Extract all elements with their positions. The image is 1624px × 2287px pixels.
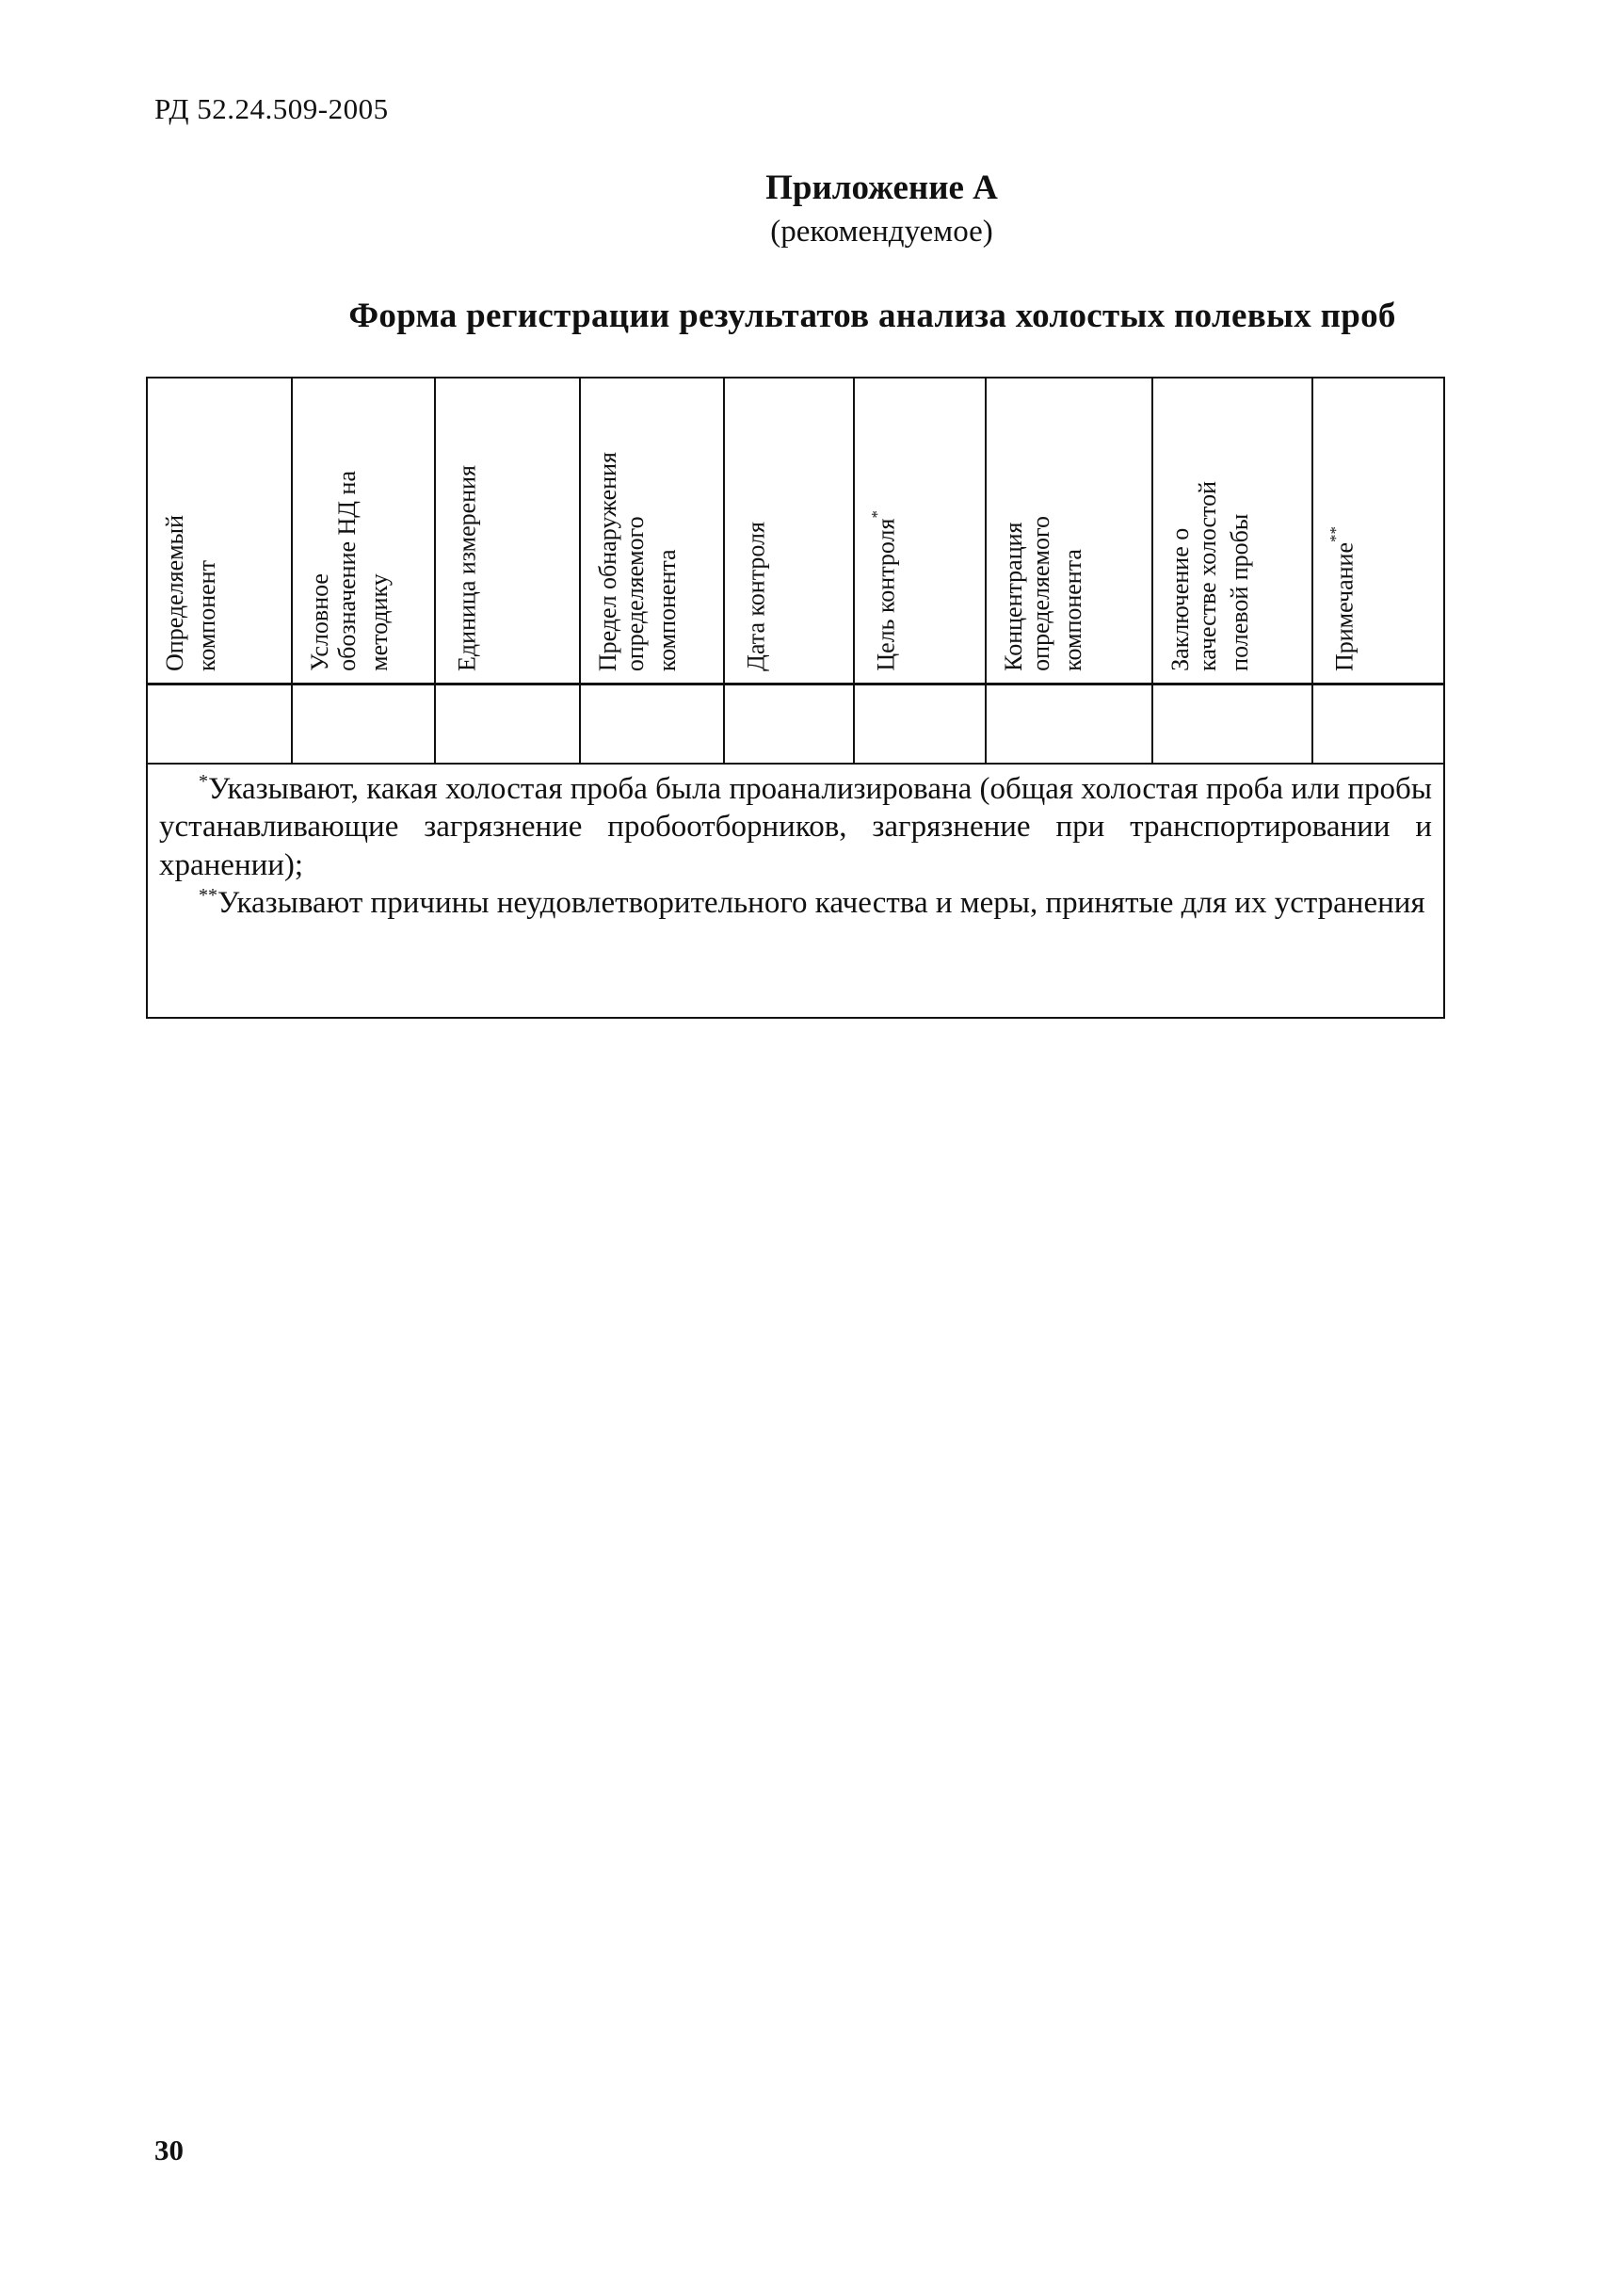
header-label: Цель контроля* <box>868 510 900 671</box>
footnote-1: *Указывают, какая холостая проба была проанализирована (общая холостая проба или пробы устанавливающие загрязнение пробоотборников, загрязнение при транспортировании и хранении); <box>159 771 1432 882</box>
footnotes-cell <box>147 764 1444 1018</box>
header-label: Дата контроля <box>742 522 770 671</box>
registration-form-table <box>146 377 1445 1019</box>
document-code: РД 52.24.509-2005 <box>154 92 389 125</box>
data-cell-component[interactable] <box>147 684 292 765</box>
data-cell-control-date[interactable] <box>724 684 854 765</box>
data-cell-method-code[interactable] <box>292 684 435 765</box>
appendix-title: Приложение А <box>765 169 998 207</box>
page-number: 30 <box>154 2134 184 2166</box>
header-cell-method-code <box>292 378 435 684</box>
header-label: Условное обозначение НД на методику <box>306 471 393 671</box>
data-cell-quality-conclusion[interactable] <box>1152 684 1312 765</box>
data-cell-remark[interactable] <box>1312 684 1444 765</box>
header-label: Заключение о качестве холостой полевой пробы <box>1166 481 1253 671</box>
appendix-note: (рекомендуемое) <box>770 215 993 249</box>
data-cell-detection-limit[interactable] <box>580 684 724 765</box>
header-label: Концентрация определяемого компонента <box>1000 516 1086 671</box>
form-title: Форма регистрации результатов анализа холостых полевых проб <box>348 297 1396 335</box>
header-cell-unit <box>435 378 580 684</box>
header-cell-detection-limit <box>580 378 724 684</box>
data-cell-control-purpose[interactable] <box>854 684 986 765</box>
footnotes-row <box>147 764 1444 1018</box>
header-label: Единица измерения <box>453 465 481 671</box>
table-header-row <box>147 378 1444 684</box>
header-cell-quality-conclusion <box>1152 378 1312 684</box>
header-label: Примечание** <box>1327 525 1359 671</box>
header-cell-remark <box>1312 378 1444 684</box>
header-label: Определяемый компонент <box>161 515 220 671</box>
header-cell-component <box>147 378 292 684</box>
footnote-2: **Указывают причины неудовлетворительного качества и меры, принятые для их устранения <box>199 884 1425 920</box>
header-cell-concentration <box>986 378 1152 684</box>
header-label: Предел обнаружения определяемого компонента <box>594 451 681 671</box>
header-cell-control-purpose <box>854 378 986 684</box>
data-cell-unit[interactable] <box>435 684 580 765</box>
table-data-row <box>147 684 1444 765</box>
header-cell-control-date <box>724 378 854 684</box>
data-cell-concentration[interactable] <box>986 684 1152 765</box>
